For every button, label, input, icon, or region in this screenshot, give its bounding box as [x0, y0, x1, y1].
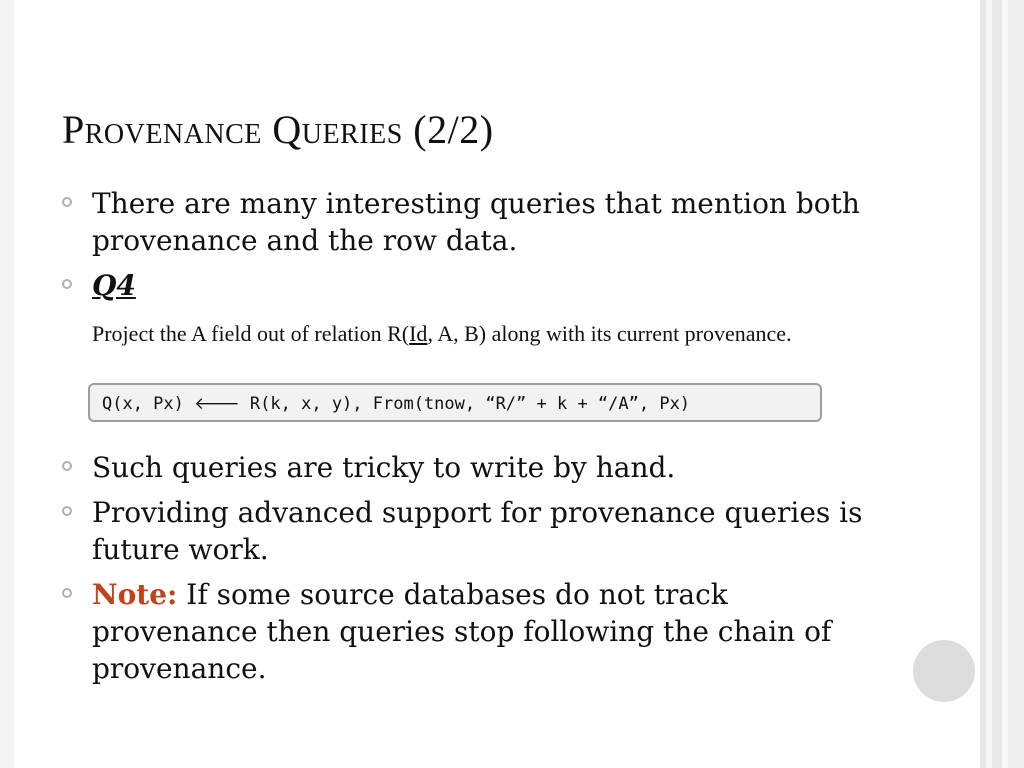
- note-text: If some source databases do not track provenance then queries stop following the chain of provenance.: [92, 578, 832, 685]
- q4-description-end: , A, B) along with its current provenance.: [427, 321, 792, 346]
- bullet-ring-icon: [62, 279, 72, 289]
- bullet-text: There are many interesting queries that mention both provenance and the row data.: [92, 187, 860, 257]
- code-box: [88, 383, 822, 422]
- note-label: Note:: [92, 578, 178, 611]
- decorative-circle: [913, 640, 975, 702]
- q4-description-start: Project the A field out of relation R(: [92, 321, 410, 346]
- q4-heading: Q4: [92, 269, 136, 302]
- slide-title: Provenance Queries (2/2): [62, 107, 494, 152]
- bullet-text: Providing advanced support for provenance queries is future work.: [92, 496, 863, 566]
- q4-code: Q(x, Px) 🡐 R(k, x, y), From(tnow, “R/” + k + “/A”, Px): [102, 394, 691, 414]
- note-bullet: [92, 576, 892, 687]
- right-border-strip: [1008, 0, 1024, 768]
- bullet-ring-icon: [62, 506, 72, 516]
- left-border-strip: [0, 0, 14, 768]
- bullet-ring-icon: [62, 588, 72, 598]
- right-border-strip: [992, 0, 1002, 768]
- bullet-ring-icon: [62, 197, 72, 207]
- bullet-ring-icon: [62, 461, 72, 471]
- bullet-text: Such queries are tricky to write by hand.: [92, 451, 676, 484]
- q4-description-key: Id: [409, 321, 428, 346]
- q4-description: [92, 319, 892, 348]
